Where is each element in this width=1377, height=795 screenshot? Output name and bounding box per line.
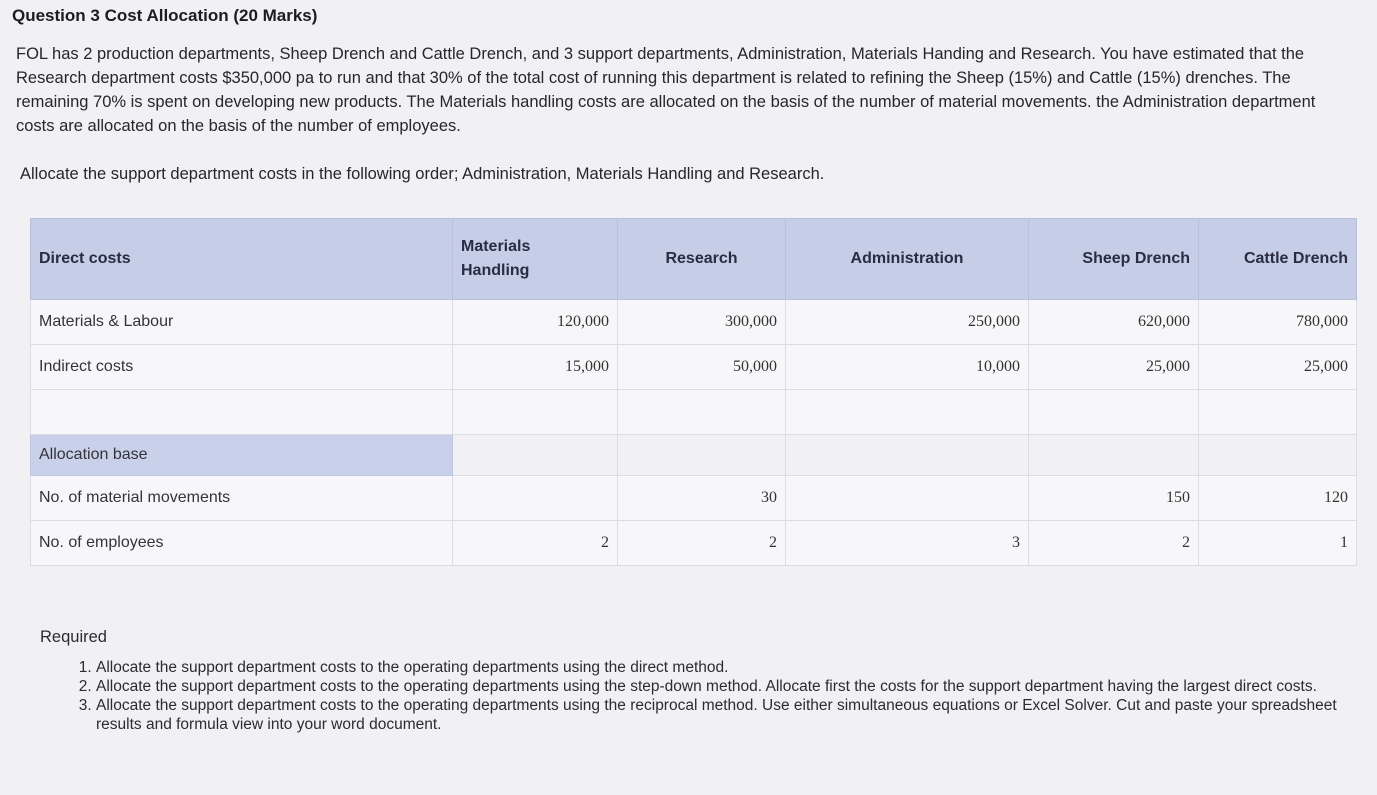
- empty-cell: [1199, 435, 1357, 476]
- empty-cell: [453, 390, 618, 435]
- cell-value: [786, 476, 1029, 521]
- allocation-base-label: Allocation base: [31, 435, 453, 476]
- header-row: [31, 219, 1357, 300]
- cell-value: 15,000: [453, 345, 618, 390]
- empty-cell: [453, 435, 618, 476]
- cell-value: 1: [1199, 521, 1357, 566]
- header-materials-handling: [453, 219, 618, 300]
- cell-value: 3: [786, 521, 1029, 566]
- header-cattle-drench: Cattle Drench: [1199, 219, 1357, 300]
- empty-cell: [786, 390, 1029, 435]
- header-sheep-drench: Sheep Drench: [1029, 219, 1199, 300]
- table-row: [31, 300, 1357, 345]
- intro-paragraph: FOL has 2 production departments, Sheep Drench and Cattle Drench, and 3 support departments, Administration, Materials Handing and Research. You have estimated that the Research department costs $350,000 pa to run and that 30% of the total cost of running this department is related to refining the Sheep (15%) and Cattle (15%) drenches. The remaining 70% is spent on developing new products. The Materials handling costs are allocated on the basis of the number of material movements. the Administration department costs are allocated on the basis of the number of employees.: [16, 45, 1316, 135]
- row-label: Indirect costs: [31, 345, 453, 390]
- header-administration: Administration: [786, 219, 1029, 300]
- row-label: Materials & Labour: [31, 300, 453, 345]
- required-heading: Required: [40, 628, 107, 646]
- empty-cell: [1029, 435, 1199, 476]
- row-label: No. of material movements: [31, 476, 453, 521]
- row-label: No. of employees: [31, 521, 453, 566]
- required-list: [54, 658, 1376, 734]
- required-item: 2. Allocate the support department costs to the operating departments using the step-down method. Allocate first the costs for the support department having the largest direct costs.: [96, 677, 1376, 696]
- cell-value: 2: [1029, 521, 1199, 566]
- cell-value: 10,000: [786, 345, 1029, 390]
- table-row-blank: [31, 390, 1357, 435]
- empty-cell: [618, 390, 786, 435]
- empty-cell: [31, 390, 453, 435]
- required-item: 1. Allocate the support department costs to the operating departments using the direct method.: [96, 658, 1376, 677]
- allocation-instruction: Allocate the support department costs in the following order; Administration, Materials Handling and Research.: [20, 165, 825, 183]
- empty-cell: [618, 435, 786, 476]
- cell-value: 120,000: [453, 300, 618, 345]
- cell-value: 250,000: [786, 300, 1029, 345]
- table-row: [31, 476, 1357, 521]
- table-row: [31, 521, 1357, 566]
- required-item: 3. Allocate the support department costs to the operating departments using the reciprocal method. Use either simultaneous equations or Excel Solver. Cut and paste your spreadsheet results and formula view into your word document.: [96, 696, 1376, 734]
- cell-value: 2: [453, 521, 618, 566]
- cell-value: 30: [618, 476, 786, 521]
- empty-cell: [1199, 390, 1357, 435]
- cell-value: 25,000: [1029, 345, 1199, 390]
- cell-value: 120: [1199, 476, 1357, 521]
- allocation-base-row: [31, 435, 1357, 476]
- cell-value: 780,000: [1199, 300, 1357, 345]
- header-research: Research: [618, 219, 786, 300]
- cell-value: 50,000: [618, 345, 786, 390]
- cell-value: [453, 476, 618, 521]
- cell-value: 150: [1029, 476, 1199, 521]
- header-materials-line1: Materials: [461, 238, 531, 255]
- table-row: [31, 345, 1357, 390]
- header-materials-line2: Handling: [461, 262, 530, 279]
- cost-table: [30, 218, 1357, 566]
- empty-cell: [1029, 390, 1199, 435]
- cell-value: 2: [618, 521, 786, 566]
- question-title: Question 3 Cost Allocation (20 Marks): [12, 6, 318, 25]
- header-direct-costs: Direct costs: [31, 219, 453, 300]
- cell-value: 25,000: [1199, 345, 1357, 390]
- cell-value: 620,000: [1029, 300, 1199, 345]
- cell-value: 300,000: [618, 300, 786, 345]
- empty-cell: [786, 435, 1029, 476]
